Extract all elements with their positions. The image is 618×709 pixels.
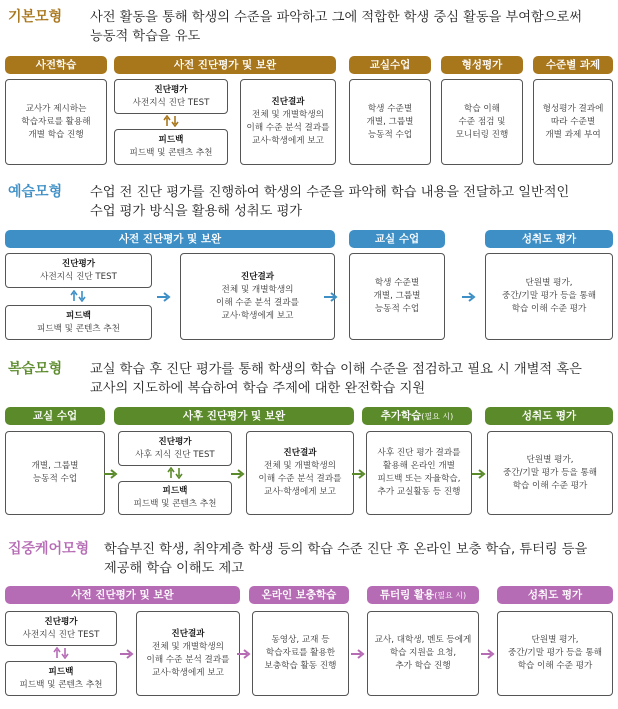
intensive-arrow-icon — [237, 649, 251, 659]
intensive-online-box: 동영상, 교재 등 학습자료를 활용한 보충학습 활동 진행 — [252, 611, 349, 696]
intensive-diagnosis-box: 진단평가 사전지식 진단 TEST — [5, 611, 117, 646]
basic-prelearning-box: 교사가 제시하는 학습자료를 활용해 개별 학습 진행 — [5, 79, 107, 165]
intensive-updown-arrow-icon — [53, 647, 69, 659]
intensive-result-box: 진단결과 전체 및 개별학생의 이해 수준 분석 결과를 교사·학생에게 보고 — [136, 611, 240, 696]
basic-header-formative: 형성평가 — [441, 56, 523, 74]
basic-header-classroom: 교실수업 — [349, 56, 431, 74]
review-arrow-icon — [231, 469, 245, 479]
basic-feedback-box: 피드백 피드백 및 콘텐츠 추천 — [114, 129, 228, 165]
review-header-classroom: 교실 수업 — [5, 407, 105, 425]
basic-desc-line2: 능동적 학습을 유도 — [90, 29, 201, 44]
preview-achievement-box: 단원별 평가, 중간/기말 평가 등을 통해 학습 이해 수준 평가 — [485, 253, 613, 340]
review-arrow-icon — [472, 469, 486, 479]
review-achievement-box: 단원별 평가, 중간/기말 평가 등을 통해 학습 이해 수준 평가 — [487, 431, 613, 515]
preview-arrow-icon — [462, 292, 476, 302]
review-desc-line2: 교사의 지도하에 복습하여 학습 주제에 대한 완전학습 지원 — [90, 381, 426, 396]
basic-leveled-box: 형성평가 결과에 따라 수준별 개별 과제 부여 — [533, 79, 613, 165]
basic-formative-box: 학습 이해 수준 점검 및 모니터링 진행 — [441, 79, 523, 165]
preview-header-achievement: 성취도 평가 — [485, 230, 613, 248]
preview-result-box: 진단결과 전체 및 개별학생의 이해 수준 분석 결과를 교사·학생에게 보고 — [180, 253, 335, 340]
intensive-tutoring-box: 교사, 대학생, 멘토 등에게 학습 지원을 요청, 추가 학습 진행 — [367, 611, 479, 696]
review-arrow-icon — [352, 469, 366, 479]
basic-title: 기본모형 — [8, 9, 63, 25]
intensive-arrow-icon — [481, 649, 495, 659]
preview-arrow-icon — [157, 292, 171, 302]
review-diagnosis-box: 진단평가 사후 지식 진단 TEST — [118, 431, 232, 466]
review-additional-box: 사후 진단 평가 결과를 활용해 온라인 개별 피드백 또는 자율학습, 추가 교실활동 등 진행 — [366, 431, 472, 515]
intensive-header-diagnosis: 사전 진단평가 및 보완 — [5, 586, 240, 604]
preview-desc-line1: 수업 전 진단 평가를 진행하여 학생의 수준을 파악해 학습 내용을 전달하고 일반적인 — [90, 185, 570, 200]
review-header-diagnosis: 사후 진단평가 및 보완 — [114, 407, 354, 425]
intensive-arrow-icon — [351, 649, 365, 659]
intensive-header-achievement: 성취도 평가 — [497, 586, 613, 604]
intensive-feedback-box: 피드백 피드백 및 콘텐츠 추천 — [5, 661, 117, 696]
intensive-desc-line2: 제공해 학습 이해도 제고 — [104, 561, 244, 576]
basic-header-prelearning: 사전학습 — [5, 56, 107, 74]
preview-title: 예습모형 — [8, 184, 63, 200]
review-arrow-icon — [104, 469, 118, 479]
review-classroom-box: 개별, 그룹별 능동적 수업 — [5, 431, 105, 515]
review-feedback-box: 피드백 피드백 및 콘텐츠 추천 — [118, 481, 232, 515]
intensive-achievement-box: 단원별 평가, 중간/기말 평가 등을 통해 학습 이해 수준 평가 — [497, 611, 613, 696]
preview-header-classroom: 교실 수업 — [349, 230, 445, 248]
basic-header-diagnosis: 사전 진단평가 및 보완 — [114, 56, 336, 74]
basic-diagnosis-box: 진단평가 사전지식 진단 TEST — [114, 79, 228, 114]
preview-classroom-box: 학생 수준별 개별, 그룹별 능동적 수업 — [349, 253, 445, 340]
basic-header-leveled: 수준별 과제 — [533, 56, 613, 74]
review-result-box: 진단결과 전체 및 개별학생의 이해 수준 분석 결과를 교사·학생에게 보고 — [246, 431, 354, 515]
review-updown-arrow-icon — [167, 467, 183, 479]
review-desc-line1: 교실 학습 후 진단 평가를 통해 학생의 학습 이해 수준을 점검하고 필요 시 개별적 혹은 — [90, 362, 582, 377]
review-header-additional: 추가학습(필요 시) — [362, 407, 472, 425]
intensive-header-tutoring: 튜터링 활용(필요 시) — [367, 586, 479, 604]
intensive-arrow-icon — [120, 649, 134, 659]
review-header-achievement: 성취도 평가 — [485, 407, 613, 425]
preview-desc-line2: 수업 평가 방식을 활용해 성취도 평가 — [90, 204, 303, 219]
review-title: 복습모형 — [8, 361, 63, 377]
preview-updown-arrow-icon — [70, 290, 86, 302]
basic-desc-line1: 사전 활동을 통해 학생의 수준을 파악하고 그에 적합한 학생 중심 활동을 부여함으로써 — [90, 10, 582, 25]
basic-classroom-box: 학생 수준별 개별, 그룹별 능동적 수업 — [349, 79, 431, 165]
intensive-title: 집중케어모형 — [8, 541, 90, 557]
basic-updown-arrow-icon — [163, 115, 179, 127]
preview-arrow-icon — [324, 292, 338, 302]
preview-diagnosis-box: 진단평가 사전지식 진단 TEST — [5, 253, 152, 288]
intensive-header-online: 온라인 보충학습 — [249, 586, 349, 604]
preview-header-diagnosis: 사전 진단평가 및 보완 — [5, 230, 335, 248]
preview-feedback-box: 피드백 피드백 및 콘텐츠 추천 — [5, 305, 152, 340]
basic-result-box: 진단결과 전체 및 개별학생의 이해 수준 분석 결과를 교사·학생에게 보고 — [240, 79, 336, 165]
intensive-desc-line1: 학습부진 학생, 취약계층 학생 등의 학습 수준 진단 후 온라인 보충 학습, 튜터링 등을 — [104, 542, 588, 557]
